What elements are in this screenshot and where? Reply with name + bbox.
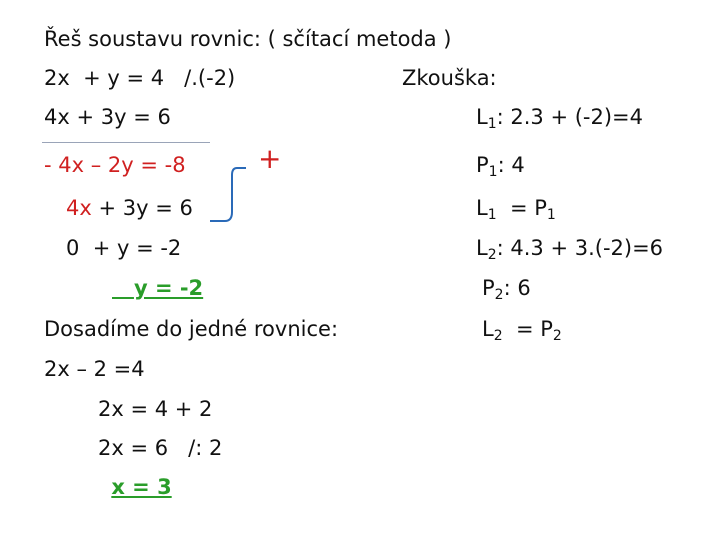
minus-sign: - xyxy=(44,153,59,177)
substitution-step-1: 2x – 2 =4 xyxy=(44,357,145,381)
term-4x: 4x xyxy=(66,196,92,220)
check-l2: $L_2$: 4.3 + 3.(-2)=6 xyxy=(476,236,664,263)
plus-sign: + xyxy=(258,142,282,175)
check-l1: $L_1$: 2.3 + (-2)=4 xyxy=(476,105,643,132)
x-result: x = 3 xyxy=(111,475,172,499)
y-result-pad xyxy=(112,276,134,300)
check-p1: $P_1$: 4 xyxy=(476,153,525,180)
substitution-step-2: 2x = 4 + 2 xyxy=(98,397,213,421)
multiplied-rest: – 2y = -8 xyxy=(84,153,186,177)
x-result-line xyxy=(104,474,172,500)
check-heading: Zkouška: xyxy=(402,66,497,90)
title: Řeš soustavu rovnic: ( sčítací metoda ) xyxy=(44,27,452,51)
equation-1: 2x + y = 4 /.(-2) xyxy=(44,66,236,90)
substitute-text: Dosadíme do jedné rovnice: xyxy=(44,317,339,341)
sum-equation: 0 + y = -2 xyxy=(66,236,182,260)
y-result: y = -2 xyxy=(133,276,204,300)
equation-2-repeat-rest: + 3y = 6 xyxy=(91,196,193,220)
equation-2: 4x + 3y = 6 xyxy=(44,105,171,129)
check-l1-equals-p1: $L_1 = P_1$ xyxy=(476,196,556,223)
substitution-step-3: 2x = 6 /: 2 xyxy=(98,436,223,460)
check-l2-equals-p2: $L_2 = P_2$ xyxy=(482,317,562,344)
check-p2: $P_2$: 6 xyxy=(482,276,531,303)
y-result-line xyxy=(112,275,203,301)
term-4x-negative: 4x xyxy=(58,153,85,177)
